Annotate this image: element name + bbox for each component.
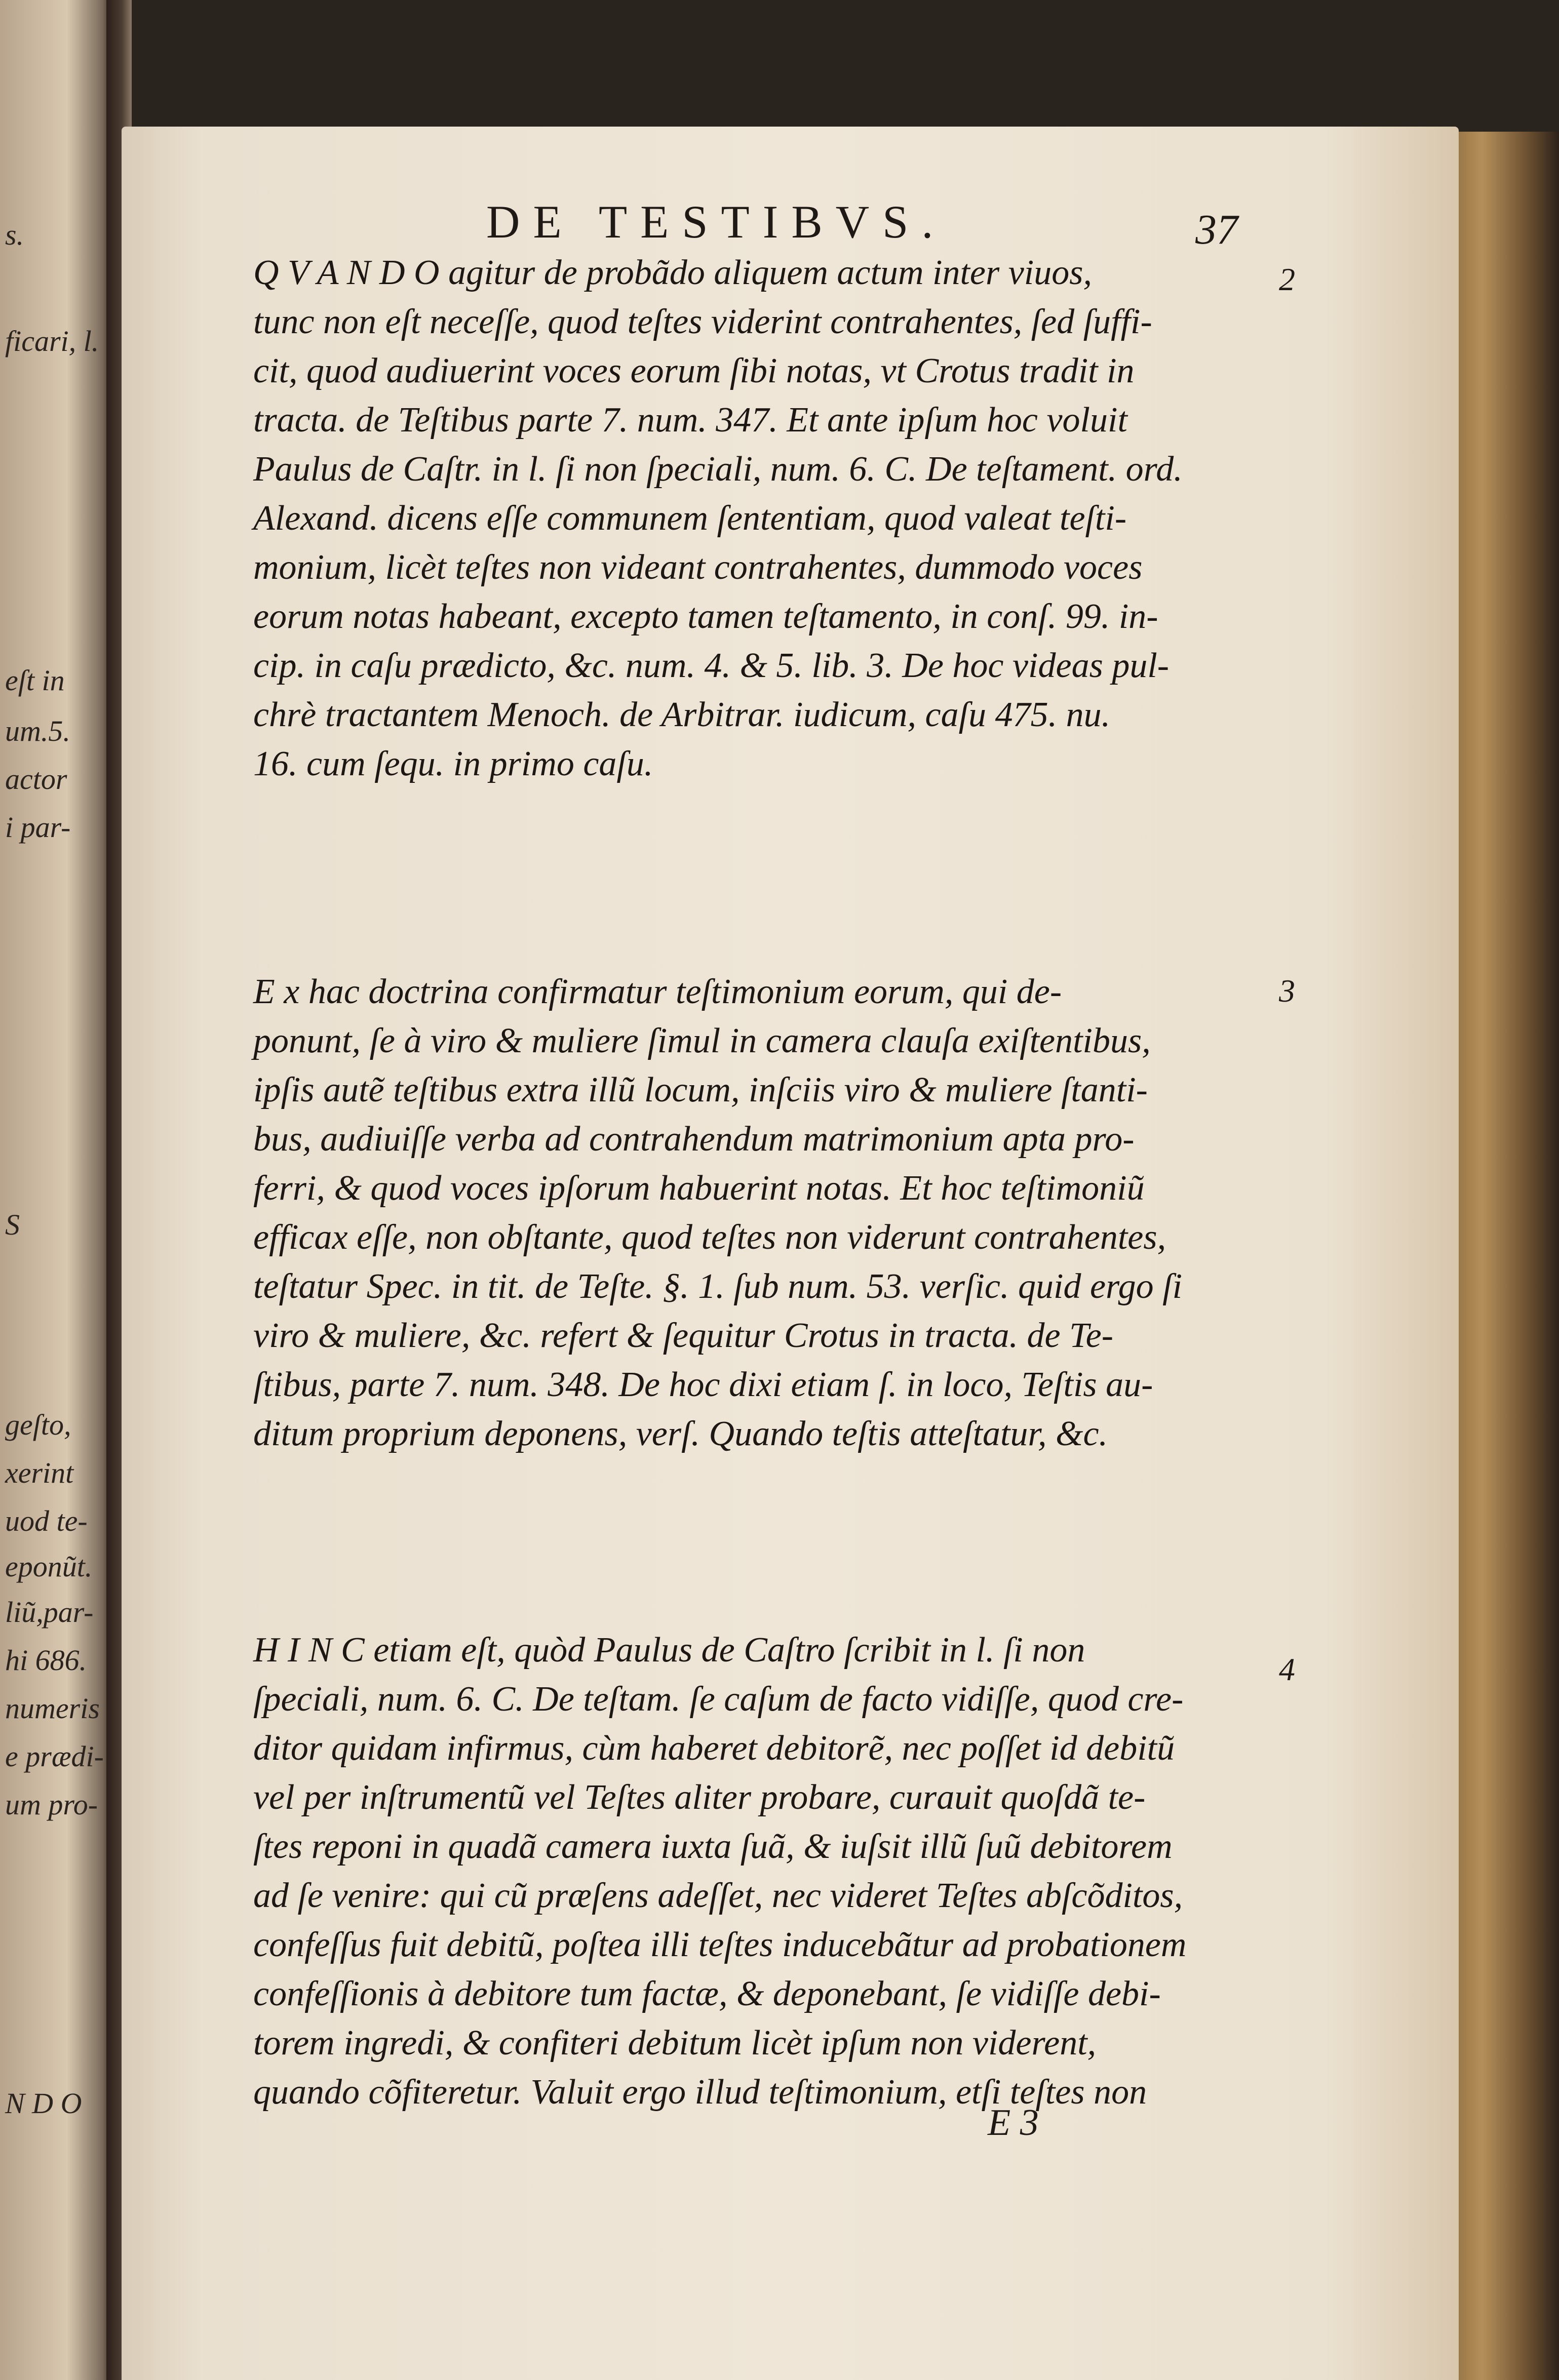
text-line: chrè tractantem Menoch. de Arbitrar. iudicum, caſu 475. nu. <box>253 695 1111 734</box>
text-line: ponunt, ſe à viro & muliere ſimul in camera clauſa exiſtentibus, <box>253 1021 1151 1060</box>
text-line: Alexand. dicens eſſe communem ſententiam, quod valeat teſti- <box>253 499 1127 538</box>
page-number: 37 <box>1195 206 1238 253</box>
left-fragment: hi 686. <box>5 1644 87 1677</box>
text-line: ditum proprium deponens, verſ. Quando teſtis atteſtatur, &c. <box>253 1414 1108 1453</box>
paragraph-1 <box>253 248 1246 788</box>
text-line: cit, quod audiuerint voces eorum ſibi notas, vt Crotus tradit in <box>253 351 1135 390</box>
text-line: H I N C etiam eſt, quòd Paulus de Caſtro ſcribit in l. ſi non <box>253 1631 1085 1670</box>
text-line: ditor quidam infirmus, cùm haberet debitorẽ, nec poſſet id debitũ <box>253 1729 1175 1768</box>
text-line: torem ingredi, & confiteri debitum licèt ipſum non viderent, <box>253 2024 1097 2062</box>
text-line: ferri, & quod voces ipſorum habuerint notas. Et hoc teſtimoniũ <box>253 1169 1145 1208</box>
signature-mark: E 3 <box>988 2102 1039 2144</box>
left-fragment: eponũt. <box>5 1550 93 1583</box>
left-fragment: e prædi- <box>5 1740 104 1773</box>
text-line: tracta. de Teſtibus parte 7. num. 347. Et ante ipſum hoc voluit <box>253 401 1127 440</box>
left-page-fragment <box>0 0 111 2380</box>
text-line: ſtes reponi in quadã camera iuxta ſuã, & iuſsit illũ ſuũ debitorem <box>253 1827 1173 1866</box>
text-line: monium, licèt teſtes non videant contrahentes, dummodo voces <box>253 548 1143 587</box>
left-fragment: geſto, <box>5 1408 71 1441</box>
text-line: eorum notas habeant, excepto tamen teſtamento, in conſ. 99. in- <box>253 597 1158 636</box>
paragraph-2 <box>253 967 1246 1458</box>
text-line: ſtibus, parte 7. num. 348. De hoc dixi etiam ſ. in loco, Teſtis au- <box>253 1365 1153 1404</box>
left-fragment: xerint <box>5 1456 74 1489</box>
text-line: bus, audiuiſſe verba ad contrahendum matrimonium apta pro- <box>253 1120 1135 1159</box>
left-fragment: numeris <box>5 1692 100 1725</box>
left-fragment: uod te- <box>5 1504 88 1537</box>
text-line: efficax eſſe, non obſtante, quod teſtes non viderunt contrahentes, <box>253 1218 1166 1257</box>
text-line: cip. in caſu prædicto, &c. num. 4. & 5. lib. 3. De hoc videas pul- <box>253 646 1170 685</box>
page-edge <box>1449 132 1559 2380</box>
text-line: confeſſionis à debitore tum factæ, & deponebant, ſe vidiſſe debi- <box>253 1974 1161 2013</box>
left-fragment: S <box>5 1208 20 1241</box>
left-fragment: s. <box>5 218 24 251</box>
text-line: vel per inſtrumentũ vel Teſtes aliter probare, curauit quoſdã te- <box>253 1778 1146 1817</box>
text-line: viro & muliere, &c. refert & ſequitur Crotus in tracta. de Te- <box>253 1316 1114 1355</box>
text-line: quando cõfiteretur. Valuit ergo illud teſtimonium, etſi teſtes non <box>253 2073 1147 2112</box>
left-fragment: actor <box>5 763 67 796</box>
left-fragment: eſt in <box>5 664 65 697</box>
left-fragment: liũ,par- <box>5 1596 94 1629</box>
text-line: ad ſe venire: qui cũ præſens adeſſet, nec videret Teſtes abſcõditos, <box>253 1876 1183 1915</box>
text-line: 16. cum ſequ. in primo caſu. <box>253 744 653 783</box>
text-line: confeſſus fuit debitũ, poſtea illi teſtes inducebãtur ad probationem <box>253 1925 1187 1964</box>
text-line: E x hac doctrina confirmatur teſtimonium eorum, qui de- <box>253 972 1062 1011</box>
paragraph-number: 3 <box>1279 973 1295 1009</box>
text-line: ipſis autẽ teſtibus extra illũ locum, inſciis viro & muliere ſtanti- <box>253 1070 1148 1109</box>
paragraph-number: 4 <box>1279 1651 1295 1687</box>
left-fragment: um.5. <box>5 715 70 747</box>
paragraph-number: 2 <box>1279 261 1295 297</box>
paragraph-3 <box>253 1625 1246 2117</box>
text-line: Q V A N D O agitur de probãdo aliquem actum inter viuos, <box>253 253 1092 292</box>
text-line: teſtatur Spec. in tit. de Teſte. §. 1. ſub num. 53. verſic. quid ergo ſi <box>253 1267 1183 1306</box>
text-line: tunc non eſt neceſſe, quod teſtes viderint contrahentes, ſed ſuffi- <box>253 302 1152 341</box>
left-fragment: um pro- <box>5 1788 98 1821</box>
left-fragment: ficari, l. <box>5 325 99 358</box>
text-line: ſpeciali, num. 6. C. De teſtam. ſe caſum de facto vidiſſe, quod cre- <box>253 1680 1184 1719</box>
left-fragment: i par- <box>5 811 71 844</box>
running-head: DE TESTIBVS. <box>486 196 947 248</box>
text-line: Paulus de Caſtr. in l. ſi non ſpeciali, num. 6. C. De teſtament. ord. <box>253 450 1183 489</box>
left-fragment: N D O <box>5 2087 82 2120</box>
